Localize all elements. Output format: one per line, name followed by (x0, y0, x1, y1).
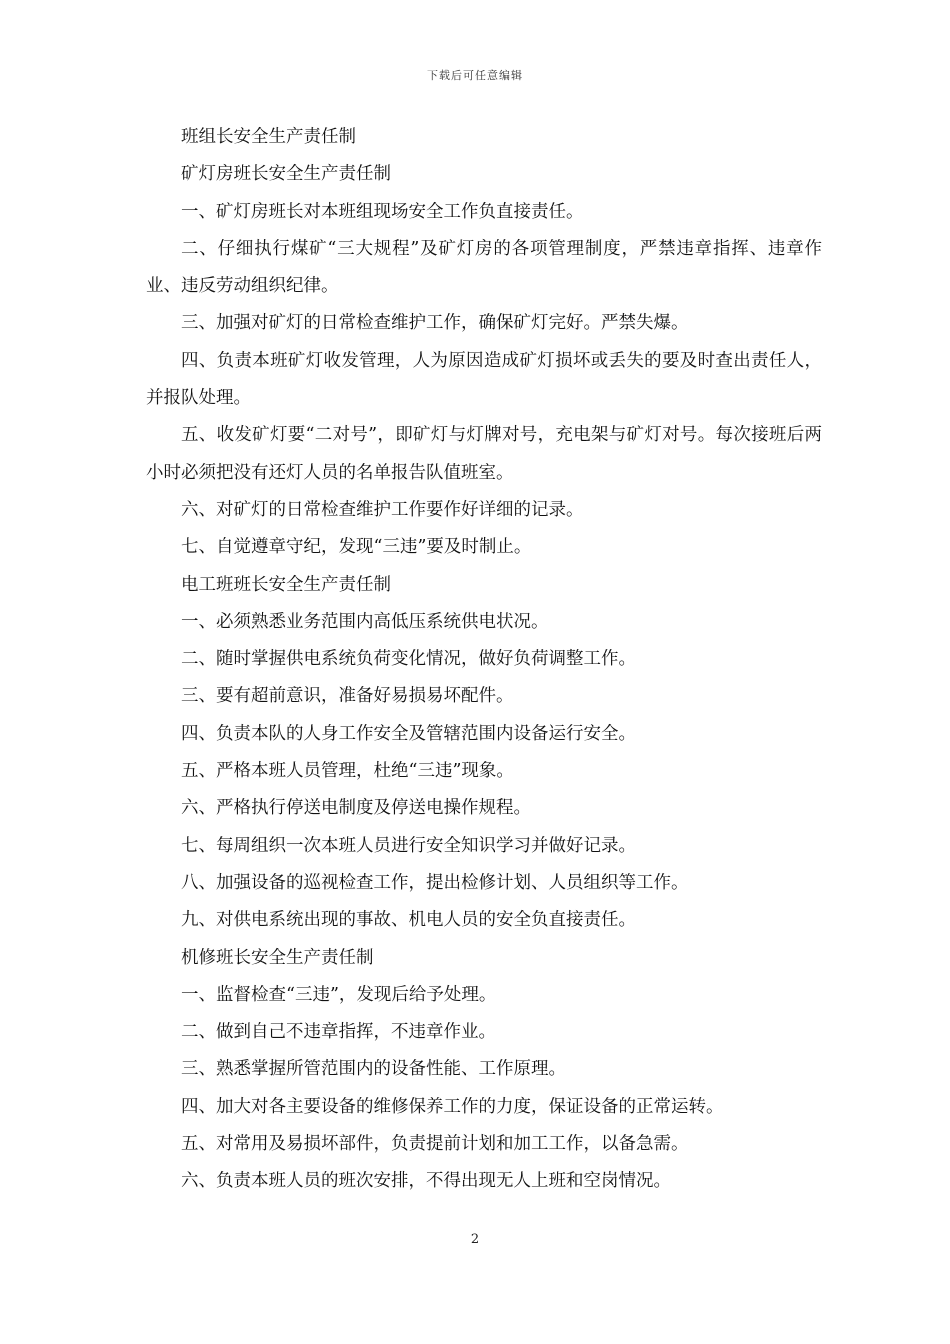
subsection-title: 机修班长安全生产责任制 (181, 947, 374, 968)
paragraph: 二、随时掌握供电系统负荷变化情况，做好负荷调整工作。 (181, 649, 636, 670)
paragraph: 五、严格本班人员管理，杜绝“三违”现象。 (181, 761, 514, 782)
section-title: 班组长安全生产责任制 (181, 127, 356, 147)
paragraph: 八、加强设备的巡视检查工作，提出检修计划、人员组织等工作。 (181, 872, 689, 893)
page-header: 下载后可任意编辑 (427, 69, 523, 82)
document-body (146, 119, 822, 1201)
paragraph: 三、熟悉掌握所管范围内的设备性能、工作原理。 (181, 1059, 566, 1080)
paragraph: 三、加强对矿灯的日常检查维护工作，确保矿灯完好。严禁失爆。 (181, 313, 689, 334)
paragraph: 六、严格执行停送电制度及停送电操作规程。 (181, 798, 531, 819)
subsection-title: 电工班班长安全生产责任制 (181, 574, 391, 595)
paragraph: 一、矿灯房班长对本班组现场安全工作负直接责任。 (181, 201, 584, 222)
paragraph: 四、负责本队的人身工作安全及管辖范围内设备运行安全。 (181, 723, 636, 744)
paragraph: 四、加大对各主要设备的维修保养工作的力度，保证设备的正常运转。 (181, 1096, 724, 1117)
paragraph: 一、必须熟悉业务范围内高低压系统供电状况。 (181, 611, 549, 632)
paragraph: 五、对常用及易损坏部件，负责提前计划和加工工作，以备急需。 (181, 1134, 689, 1155)
subsection-title: 矿灯房班长安全生产责任制 (181, 164, 391, 185)
paragraph: 三、要有超前意识，准备好易损易坏配件。 (181, 686, 514, 707)
page-number: 2 (470, 1232, 480, 1247)
paragraph: 九、对供电系统出现的事故、机电人员的安全负直接责任。 (181, 910, 636, 931)
paragraph: 二、做到自己不违章指挥，不违章作业。 (181, 1022, 496, 1043)
paragraph: 七、每周组织一次本班人员进行安全知识学习并做好记录。 (181, 835, 636, 856)
paragraph: 六、负责本班人员的班次安排，不得出现无人上班和空岗情况。 (181, 1171, 671, 1192)
paragraph: 一、监督检查“三违”，发现后给予处理。 (181, 984, 497, 1005)
paragraph: 六、对矿灯的日常检查维护工作要作好详细的记录。 (181, 499, 584, 520)
paragraph: 二、仔细执行煤矿“三大规程”及矿灯房的各项管理制度，严禁违章指挥、违章作业、违反劳动组织纪律。 (146, 238, 822, 297)
paragraph: 七、自觉遵章守纪，发现“三违”要及时制止。 (181, 537, 532, 558)
paragraph: 四、负责本班矿灯收发管理，人为原因造成矿灯损坏或丢失的要及时查出责任人，并报队处理。 (146, 350, 822, 409)
paragraph: 五、收发矿灯要“二对号”，即矿灯与灯牌对号，充电架与矿灯对号。每次接班后两小时必须把没有还灯人员的名单报告队值班室。 (146, 425, 822, 483)
